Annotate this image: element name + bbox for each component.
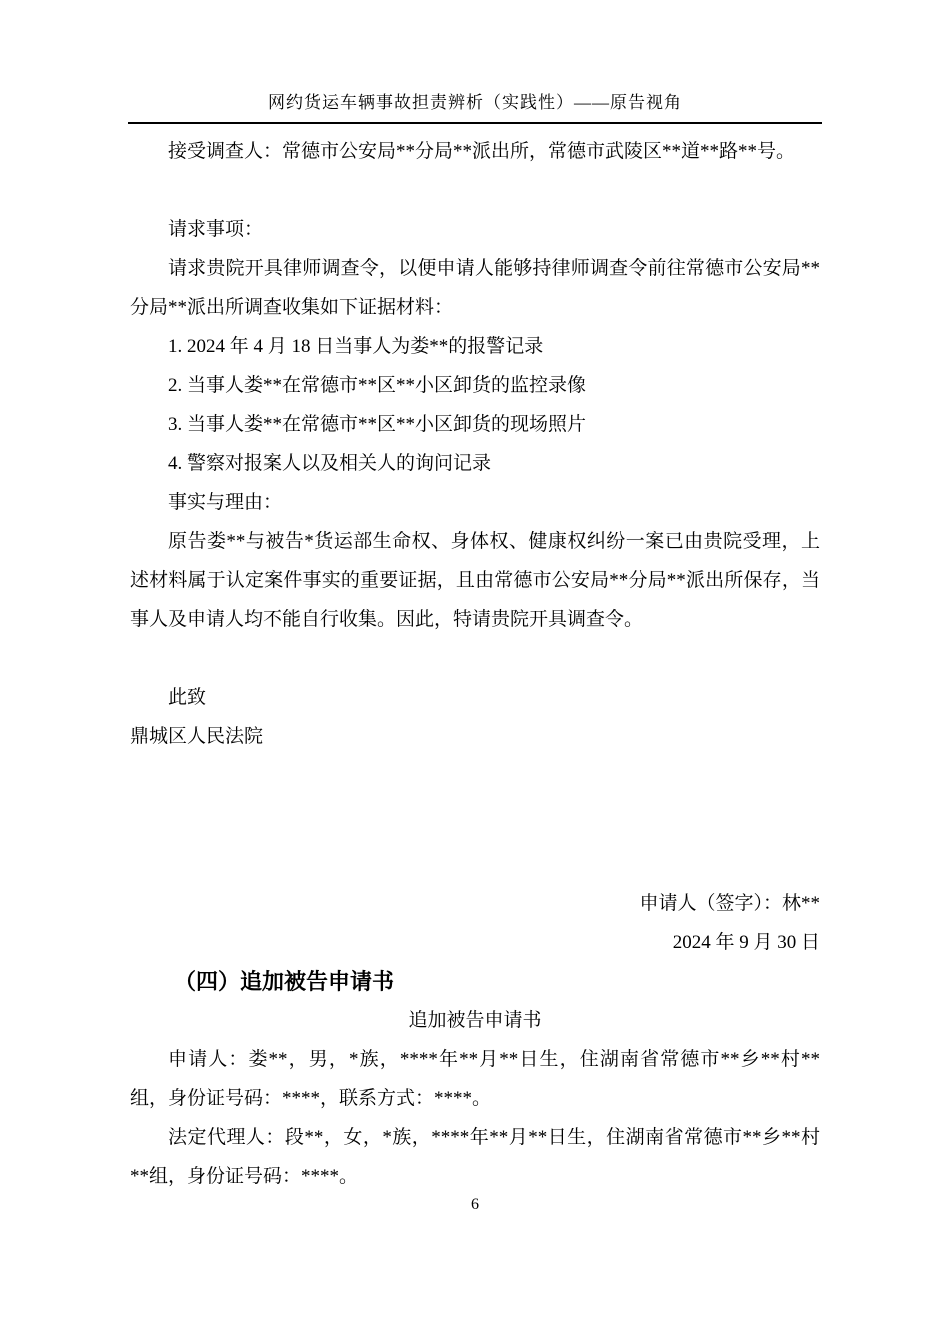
date-line: 2024 年 9 月 30 日 bbox=[672, 932, 820, 953]
paragraph-request: 请求贵院开具律师调查令，以便申请人能够持律师调查令前往常德市公安局**分局**派出所调查收集如下证据材料： bbox=[130, 258, 820, 318]
section-heading: （四）追加被告申请书 bbox=[174, 969, 395, 994]
page-number: 6 bbox=[471, 1196, 479, 1213]
paragraph-legal-rep: 法定代理人：段**，女，*族，****年**月**日生，住湖南省常德市**乡**村**组，身份证号码：****。 bbox=[130, 1127, 820, 1187]
doc-title: 追加被告申请书 bbox=[408, 1010, 542, 1031]
paragraph-applicant: 申请人：娄**，男，*族，****年**月**日生，住湖南省常德市**乡**村**组，身份证号码：****，联系方式：****。 bbox=[130, 1049, 820, 1109]
paragraph-request-label: 请求事项： bbox=[168, 219, 264, 240]
page-header bbox=[128, 88, 822, 124]
paragraph-accept-investigator: 接受调查人：常德市公安局**分局**派出所，常德市武陵区**道**路**号。 bbox=[168, 141, 796, 162]
list-item-evidence-1: 1. 2024 年 4 月 18 日当事人为娄**的报警记录 bbox=[168, 336, 544, 357]
paragraph-facts: 原告娄**与被告*货运部生命权、身体权、健康权纠纷一案已由贵院受理，上述材料属于认定案件事实的重要证据，且由常德市公安局**分局**派出所保存，当事人及申请人均不能自行收集。因此，特请贵院开具调查令。 bbox=[130, 531, 820, 630]
list-item-evidence-3: 3. 当事人娄**在常德市**区**小区卸货的现场照片 bbox=[168, 414, 587, 435]
list-item-evidence-2: 2. 当事人娄**在常德市**区**小区卸货的监控录像 bbox=[168, 375, 587, 396]
paragraph-closing: 此致 bbox=[168, 687, 207, 708]
list-item-evidence-4: 4. 警察对报案人以及相关人的询问记录 bbox=[168, 453, 492, 474]
blank-line bbox=[130, 639, 820, 678]
paragraph-facts-label: 事实与理由： bbox=[168, 492, 283, 513]
header-title: 网约货运车辆事故担责辨析（实践性）——原告视角 bbox=[268, 93, 682, 112]
signature-spacer bbox=[130, 756, 820, 884]
blank-line bbox=[130, 171, 820, 210]
signature-line: 申请人（签字）：林** bbox=[639, 893, 820, 914]
document-body bbox=[130, 132, 820, 1196]
paragraph-court: 鼎城区人民法院 bbox=[130, 726, 264, 747]
